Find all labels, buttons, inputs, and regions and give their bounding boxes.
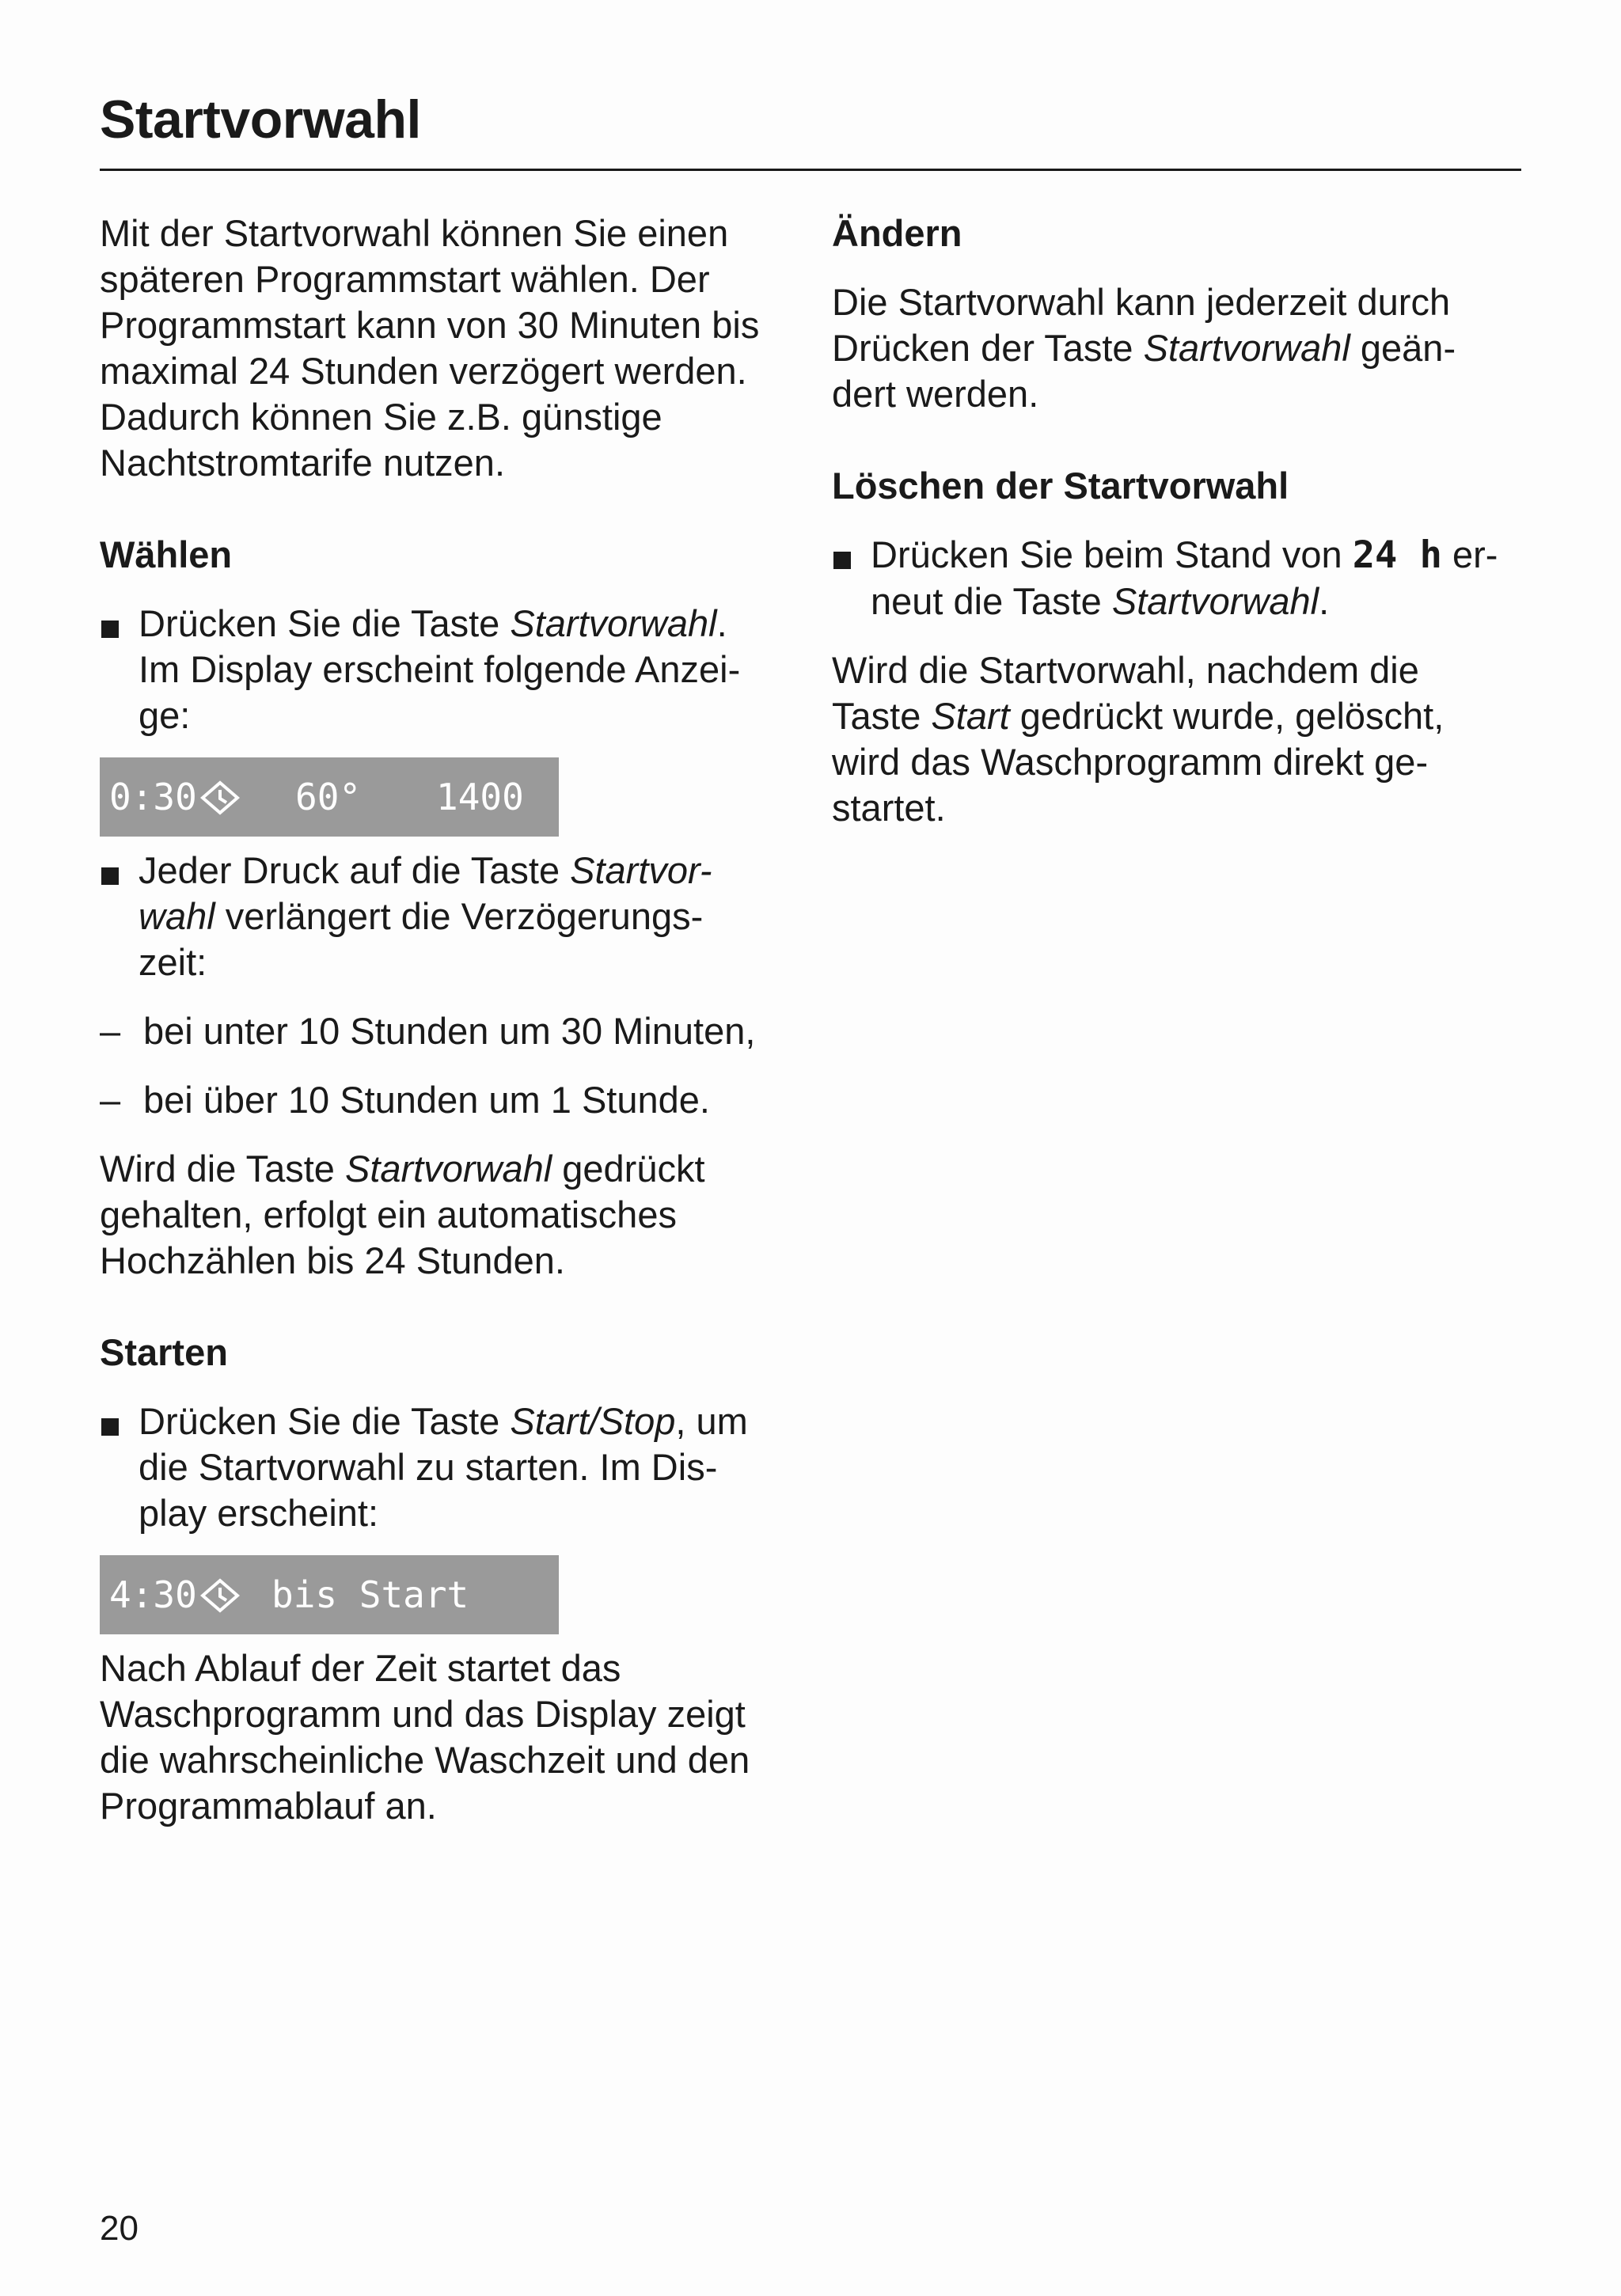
display-preview-2 — [100, 1555, 559, 1634]
title-rule — [100, 169, 1521, 171]
dash-item-over-10h: – bei über 10 Stunden um 1 Stunde. — [100, 1079, 710, 1121]
section-heading-starten: Starten — [100, 1331, 228, 1373]
display-preview-1 — [100, 757, 559, 837]
page-title: Startvorwahl — [100, 89, 421, 150]
right-column — [832, 211, 1528, 831]
delay-start-icon — [200, 1578, 240, 1613]
bullet-square-icon — [101, 867, 119, 885]
left-column — [100, 211, 796, 1829]
page-number: 20 — [100, 2209, 139, 2248]
display-time: 4:30 — [109, 1573, 197, 1616]
display-spin-speed: 1400 — [436, 776, 524, 818]
bullet-each-press: Jeder Druck auf die Taste Startvor- wahl verlängert die Verzögerungs- zeit: — [100, 848, 796, 985]
display-value-24h: 24 h — [1352, 533, 1442, 577]
bullet-square-icon — [101, 620, 119, 638]
bullet-press-startvorwahl: Drücken Sie die Taste Startvorwahl. Im Display erscheint folgende Anzei- ge: — [100, 601, 796, 738]
intro-paragraph: Mit der Startvorwahl können Sie einen späteren Programmstart wählen. Der Programmstart kann von 30 Minuten bis maximal 24 Stunden verzögert werden. Dadurch können Sie z.B. günstige Nachtstromtarife nutzen. — [100, 212, 760, 484]
section-heading-waehlen: Wählen — [100, 533, 233, 575]
bullet-press-start-stop: Drücken Sie die Taste Start/Stop, um die Startvorwahl zu starten. Im Dis- play erscheint: — [100, 1398, 796, 1536]
bullet-square-icon — [833, 552, 851, 569]
bullet-press-at-24h: Drücken Sie beim Stand von 24 h er- neut die Taste Startvorwahl. — [832, 532, 1528, 624]
aendern-paragraph: Die Startvorwahl kann jederzeit durch Drücken der Taste Startvorwahl geän- dert werden. — [832, 281, 1456, 415]
loeschen-paragraph: Wird die Startvorwahl, nachdem die Taste Start gedrückt wurde, gelöscht, wird das Waschprogramm direkt ge- startet. — [832, 649, 1444, 829]
after-start-paragraph: Nach Ablauf der Zeit startet das Waschprogramm und das Display zeigt die wahrscheinliche Waschzeit und den Programmablauf an. — [100, 1647, 750, 1827]
display-temperature: 60° — [295, 776, 362, 818]
hold-paragraph: Wird die Taste Startvorwahl gedrückt gehalten, erfolgt ein automatisches Hochzählen bis 24 Stunden. — [100, 1148, 705, 1281]
bullet-square-icon — [101, 1418, 119, 1436]
display-time: 0:30 — [109, 776, 197, 818]
delay-start-icon — [200, 780, 240, 815]
dash-item-under-10h: – bei unter 10 Stunden um 30 Minuten, — [100, 1010, 756, 1052]
section-heading-aendern: Ändern — [832, 212, 962, 254]
display-status-text: bis Start — [271, 1573, 469, 1616]
section-heading-loeschen: Löschen der Startvorwahl — [832, 465, 1289, 507]
